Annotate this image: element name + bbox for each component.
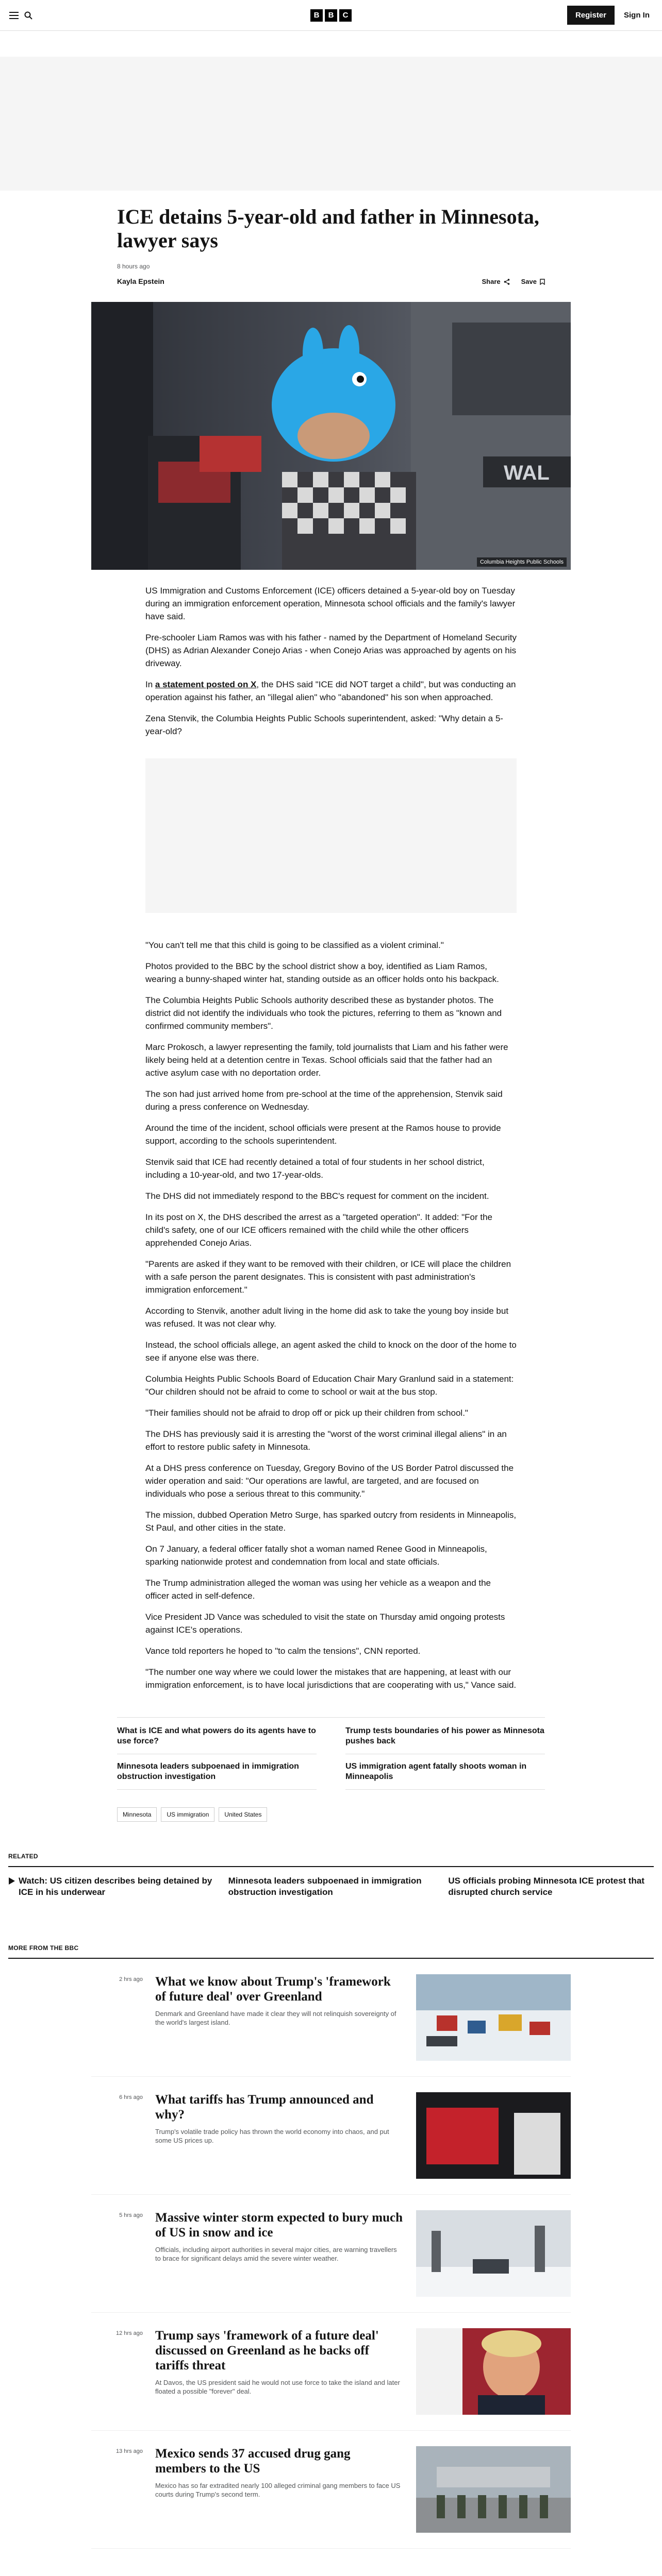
play-icon	[8, 1877, 15, 1885]
story-title[interactable]: Mexico sends 37 accused drug gang members to the US	[155, 2447, 351, 2476]
body-paragraph: "The number one way where we could lower the mistakes that are happening, at least with our immigration enforcement, is to have local jurisdictions that are cooperating with us," Vance said.	[145, 1667, 517, 1690]
related-story-title: US officials probing Minnesota ICE protest that disrupted church service	[448, 1876, 644, 1897]
story-time: 6 hrs ago	[119, 2094, 143, 2100]
story-summary: Denmark and Greenland have made it clear they will not relinquish sovereignty of the world's largest island.	[155, 2010, 396, 2026]
body-paragraph: Around the time of the incident, school officials were present at the Ramos house to provide support, according to the schools superintendent.	[145, 1123, 501, 1146]
story-summary: Mexico has so far extradited nearly 100 alleged criminal gang members to face US courts during Trump's second term.	[155, 2482, 401, 2498]
bookmark-icon	[540, 279, 545, 285]
related-section	[0, 1853, 662, 1898]
inline-related-links	[117, 1717, 545, 1790]
body-paragraph: The son had just arrived home from pre-school at the time of the apprehension, Stenvik said during a press conference on Wednesday.	[145, 1089, 503, 1112]
related-story-title: Watch: US citizen describes being detained by ICE in his underwear	[19, 1876, 212, 1897]
story-time: 5 hrs ago	[119, 2212, 143, 2218]
share-icon	[504, 279, 510, 285]
greenland-town-image	[416, 1974, 571, 2061]
story-summary: Trump's volatile trade policy has thrown the world economy into chaos, and put some US prices up.	[155, 2128, 389, 2144]
article-headline: ICE detains 5-year-old and father in Minnesota, lawyer says	[117, 205, 539, 252]
save-label: Save	[521, 278, 537, 285]
related-story[interactable]	[228, 1875, 434, 1898]
body-paragraph: Vice President JD Vance was scheduled to visit the state on Thursday amid ongoing protests against ICE's operations.	[145, 1612, 505, 1635]
related-story-title: Minnesota leaders subpoenaed in immigration obstruction investigation	[228, 1876, 422, 1897]
body-paragraph: Stenvik said that ICE had recently detained a total of four students in her school district, including a 10-year-old, and two 17-year-olds.	[145, 1157, 485, 1180]
article-header	[117, 205, 545, 285]
related-link[interactable]: Minnesota leaders subpoenaed in immigration obstruction investigation	[117, 1761, 317, 1790]
tariffs-image	[416, 2092, 571, 2179]
story-time: 12 hrs ago	[116, 2330, 143, 2336]
more-story[interactable]	[91, 2195, 571, 2313]
related-grid	[0, 1867, 662, 1898]
trump-portrait-image	[416, 2328, 571, 2415]
related-story[interactable]	[448, 1875, 654, 1898]
author-name[interactable]: Kayla Epstein	[117, 277, 164, 285]
p3-prefix: In	[145, 680, 155, 689]
article-body	[145, 584, 517, 1691]
body-paragraph: "Their families should not be afraid to drop off or pick up their children from school."	[145, 1408, 468, 1418]
body-paragraph: According to Stenvik, another adult living in the home did ask to take the young boy inside but was refused. It was not clear why.	[145, 1306, 509, 1329]
body-paragraph: US Immigration and Customs Enforcement (ICE) officers detained a 5-year-old boy on Tuesday during an immigration enforcement operation, Minnesota school officials and the family's lawyer have said.	[145, 586, 516, 621]
story-thumbnail[interactable]	[416, 2092, 571, 2179]
share-button[interactable]	[482, 278, 509, 285]
related-link[interactable]: What is ICE and what powers do its agents have to use force?	[117, 1726, 317, 1754]
body-paragraph: Instead, the school officials allege, an agent asked the child to knock on the door of the home to see if anyone else was there.	[145, 1340, 517, 1363]
logo-letter-c: C	[339, 9, 352, 22]
snow-storm-image	[416, 2210, 571, 2297]
body-paragraph: Zena Stenvik, the Columbia Heights Public Schools superintendent, asked: "Why detain a 5-year-old?	[145, 714, 503, 736]
share-label: Share	[482, 278, 501, 285]
body-paragraph: The mission, dubbed Operation Metro Surge, has sparked outcry from residents in Minneapolis, St Paul, and other cities in the state.	[145, 1510, 517, 1533]
story-thumbnail[interactable]	[416, 2446, 571, 2533]
byline	[117, 263, 164, 285]
dhs-statement-link[interactable]: a statement posted on X	[155, 680, 257, 689]
sign-in-button[interactable]: Sign In	[624, 11, 650, 20]
story-summary: Officials, including airport authorities in several major cities, are warning travellers to brace for significant delays amid the severe winter weather.	[155, 2246, 397, 2262]
story-text	[155, 2328, 404, 2415]
hero-illustration	[91, 302, 571, 570]
story-title[interactable]: Massive winter storm expected to bury much of US in snow and ice	[155, 2211, 403, 2240]
save-button[interactable]	[521, 278, 545, 285]
advertisement-mid	[145, 758, 517, 913]
story-text	[155, 2446, 404, 2533]
site-header	[0, 0, 662, 31]
menu-icon[interactable]	[8, 10, 20, 21]
svg-text:WAL: WAL	[504, 462, 550, 484]
body-paragraph: Photos provided to the BBC by the school district show a boy, identified as Liam Ramos, wearing a bunny-shaped winter hat, standing outside as an officer holds onto his backpack.	[145, 961, 499, 984]
story-time: 13 hrs ago	[116, 2448, 143, 2454]
story-thumbnail[interactable]	[416, 2210, 571, 2297]
story-summary: At Davos, the US president said he would not use force to take the island and later floated a possible "forever" deal.	[155, 2379, 400, 2395]
more-story[interactable]	[91, 2313, 571, 2431]
topic-tags	[117, 1807, 545, 1822]
body-paragraph: Columbia Heights Public Schools Board of Education Chair Mary Granlund said in a statement: "Our children should not be afraid to come to school or wait at the bus stop.	[145, 1374, 514, 1397]
more-label: MORE FROM THE BBC	[8, 1944, 79, 1952]
published-time: 8 hours ago	[117, 263, 150, 270]
tag-united-states[interactable]: United States	[219, 1807, 267, 1822]
search-icon[interactable]	[23, 10, 34, 21]
story-thumbnail[interactable]	[416, 2328, 571, 2415]
related-label: RELATED	[8, 1853, 38, 1860]
register-button[interactable]: Register	[567, 6, 615, 25]
body-paragraph: "Parents are asked if they want to be removed with their children, or ICE will place the children with a safe person the parent designates. This is consistent with past administration's immigration enforcement."	[145, 1259, 511, 1295]
hero-image	[91, 302, 571, 570]
body-paragraph: In its post on X, the DHS described the arrest as a "targeted operation". It added: "For the child's safety, one of our ICE officers remained with the child while the other officers apprehended Conejo Arias.	[145, 1212, 492, 1248]
tag-minnesota[interactable]: Minnesota	[117, 1807, 157, 1822]
story-text	[155, 2210, 404, 2297]
related-link[interactable]: Trump tests boundaries of his power as Minnesota pushes back	[345, 1726, 545, 1754]
related-story[interactable]	[8, 1875, 214, 1898]
more-story[interactable]	[91, 1959, 571, 2077]
logo-letter-b2: B	[325, 9, 337, 22]
body-paragraph: Vance told reporters he hoped to "to calm the tensions", CNN reported.	[145, 1646, 421, 1656]
soldiers-plane-image	[416, 2446, 571, 2533]
body-paragraph: At a DHS press conference on Tuesday, Gregory Bovino of the US Border Patrol discussed the wider operation and said: "Our operations are lawful, are targeted, and are focused on individuals who pose a serious threat to this community."	[145, 1463, 514, 1499]
body-paragraph: The DHS has previously said it is arresting the "worst of the worst criminal illegal aliens" in an effort to restore public safety in Minnesota.	[145, 1429, 507, 1452]
story-title[interactable]: Trump says 'framework of a future deal' discussed on Greenland as he backs off tariffs threat	[155, 2329, 379, 2372]
header-right	[567, 6, 654, 25]
story-thumbnail[interactable]	[416, 1974, 571, 2061]
p3-suffix: , the DHS said "ICE did NOT target a child", but was conducting an operation against his father, an "illegal alien" who "abandoned" his son when approached.	[145, 680, 516, 702]
story-title[interactable]: What we know about Trump's 'framework of future deal' over Greenland	[155, 1975, 391, 2004]
header-left	[8, 10, 34, 21]
story-text	[155, 1974, 404, 2061]
body-paragraph: Pre-schooler Liam Ramos was with his father - named by the Department of Homeland Security (DHS) as Adrian Alexander Conejo Arias - when Conejo Arias was approached by agents on his driveway.	[145, 633, 517, 668]
image-caption: Columbia Heights Public Schools	[477, 557, 567, 567]
body-paragraph: The Columbia Heights Public Schools authority described these as bystander photos. The district did not identify the individuals who took the pictures, referring to them as "known and confirmed community members".	[145, 995, 502, 1031]
tag-us-immigration[interactable]: US immigration	[161, 1807, 214, 1822]
article-meta	[117, 263, 545, 285]
article-actions	[482, 278, 545, 285]
body-paragraph: On 7 January, a federal officer fatally shot a woman named Renee Good in Minneapolis, sparking nationwide protest and condemnation from local and state officials.	[145, 1544, 487, 1567]
story-title[interactable]: What tariffs has Trump announced and why?	[155, 2093, 374, 2122]
story-text	[155, 2092, 404, 2179]
more-story[interactable]	[91, 2077, 571, 2195]
body-paragraph: Marc Prokosch, a lawyer representing the family, told journalists that Liam and his father were likely being held at a detention centre in Texas. School officials said that the father had an active asylum case with no deportation order.	[145, 1042, 508, 1078]
story-time: 2 hrs ago	[119, 1976, 143, 1982]
logo-letter-b1: B	[310, 9, 323, 22]
body-paragraph: "You can't tell me that this child is going to be classified as a violent criminal."	[145, 940, 444, 950]
bbc-logo[interactable]	[310, 9, 352, 22]
related-link[interactable]: US immigration agent fatally shoots woman in Minneapolis	[345, 1761, 545, 1790]
advertisement-top	[0, 57, 662, 191]
body-paragraph: The DHS did not immediately respond to the BBC's request for comment on the incident.	[145, 1191, 489, 1201]
more-from-bbc-section	[0, 1944, 662, 2549]
more-story[interactable]	[91, 2431, 571, 2549]
body-paragraph-with-link	[145, 678, 517, 704]
body-paragraph: The Trump administration alleged the woman was using her vehicle as a weapon and the officer acted in self-defence.	[145, 1578, 491, 1601]
